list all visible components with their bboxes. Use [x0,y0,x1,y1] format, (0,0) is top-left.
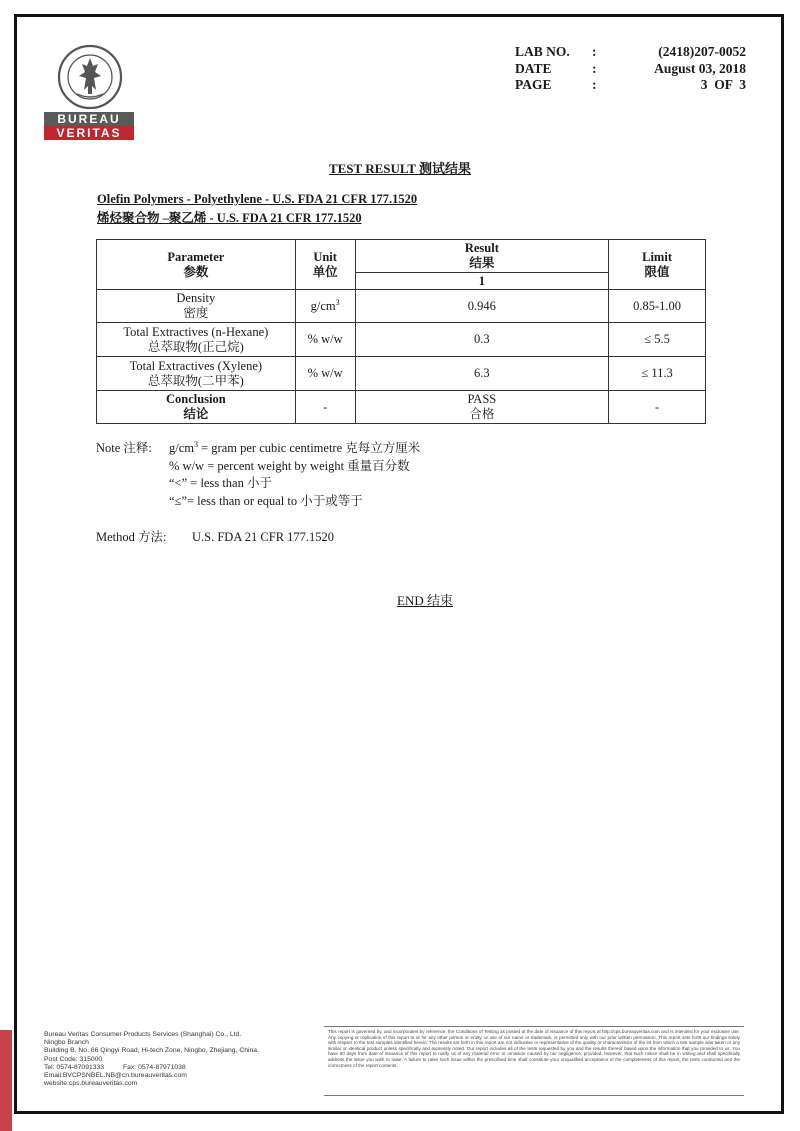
end-text: END 结束 [397,593,453,608]
header-values [620,44,746,94]
footer-address-line: Tel: 0574-87091333 Fax: 0574-87971038 [44,1063,186,1071]
row-parameter-cn: 总萃取物(二甲苯) [147,373,244,388]
note-text: “≤”= less than or equal to 小于或等于 [169,493,363,508]
table-header-row [97,240,706,273]
header-unit-cn: 单位 [312,264,338,279]
page-label: PAGE [515,77,552,92]
row-limit: 0.85-1.00 [609,290,706,323]
row-parameter-en: Density [176,291,216,305]
date-label: DATE [515,60,552,76]
bureau-veritas-seal-icon [57,44,123,110]
header-unit-en: Unit [313,249,337,264]
note-line [96,493,420,511]
conclusion-row [97,391,706,424]
header-labels [515,44,570,94]
table-row [97,357,706,391]
footer-address-line: Email:BVCPSNBEL.NB@cn.bureauveritas.com [44,1072,187,1080]
header-colons [592,44,597,94]
row-unit [295,290,355,323]
subtitle-english: Olefin Polymers - Polyethylene - U.S. FDA 21 CFR 177.1520 [97,192,418,206]
colon: : [592,44,597,59]
row-parameter-cn: 总萃取物(正己烷) [147,339,244,354]
note-text: “<” = less than 小于 [169,476,272,490]
row-parameter-en: Total Extractives (n-Hexane) [123,324,269,339]
method-value: U.S. FDA 21 CFR 177.1520 [192,530,335,544]
table-row [97,290,706,323]
header-parameter-en: Parameter [167,249,225,264]
note-line [96,475,420,493]
row-result: 6.3 [355,357,609,391]
notes-section [96,440,420,510]
lab-no-label: LAB NO. [515,44,570,59]
row-parameter-en: Total Extractives (Xylene) [129,358,263,373]
conclusion-label [97,391,296,424]
end-marker [0,590,800,609]
page-title [0,158,800,177]
conclusion-unit: - [295,391,355,424]
footer-address-line: website:cps.bureauveritas.com [44,1080,138,1088]
row-parameter-cn: 密度 [183,306,209,320]
note-unit-superscript: 3 [194,439,198,449]
row-limit: ≤ 11.3 [609,357,706,391]
conclusion-result [355,391,609,424]
conclusion-result-en: PASS [467,392,497,406]
row-result: 0.3 [355,323,609,357]
header-parameter [97,240,296,290]
header-result [355,240,609,273]
conclusion-limit: - [609,391,706,424]
note-line [96,458,420,476]
row-unit-text: g/cm [310,298,336,313]
row-result: 0.946 [355,290,609,323]
header-result-en: Result [464,241,499,255]
header-result-cn: 结果 [469,256,495,270]
row-limit: ≤ 5.5 [609,323,706,357]
logo-word-bureau: BUREAU [44,112,134,126]
conclusion-result-cn: 合格 [469,407,495,421]
method-label: Method 方法: [96,530,167,544]
logo-word-veritas: VERITAS [44,126,134,140]
note-unit: g/cm [169,441,194,455]
note-text: % w/w = percent weight by weight 重量百分数 [169,458,410,473]
page-edge-stripe [0,1030,12,1131]
header-limit-cn: 限值 [644,264,670,279]
footer-address-line: Building B, No. 66 Qingyi Road, Hi-tech Zone, Ningbo, Zhejiang, China. [44,1047,259,1055]
note-line [96,440,420,458]
document-frame [14,14,784,1114]
footer-address-line: Ningbo Branch [44,1039,89,1047]
conclusion-label-cn: 结论 [183,407,209,421]
note-label: Note 注释: [96,441,152,455]
header-parameter-cn: 参数 [183,264,209,279]
header-unit [295,240,355,290]
header-limit [609,240,706,290]
results-table [96,239,706,424]
row-unit: % w/w [295,323,355,357]
footer-terms: This report is governed by, and incorporates by reference, the Conditions of Testing as posted at the date of issuance of this report at http://cps.bureauveritas.com and is intended for your exclusive use. Any copying or replication of this report to or for any other person or entity, or use of our name or trademark, is permitted only with our prior written permission. This report sets forth our findings solely with respect to the test samples identified herein. The results set forth in this report are not indicative or representative of the quality or characteristics of the lot from which a test sample was taken or any similar or identical product unless specifically and expressly noted. Our report includes all of the tests requested by you and the results thereof based upon the information that you provided to us. You have 60 days from date of issuance of this report to notify us of any material error or omission caused by our negligence, provided, however, that such notice shall be in writing and shall specifically address the issue you wish to raise. A failure to raise such issue within the prescribed time shall constitute your unqualified acceptance of the completeness of this report, the tests conducted and the correctness of the report contents. [324,1026,744,1096]
row-unit: % w/w [295,357,355,391]
row-parameter [97,357,296,391]
row-unit-superscript: 3 [335,297,340,307]
table-row [97,323,706,357]
note-text: = gram per cubic centimetre 克每立方厘米 [198,441,421,455]
page-title-text: TEST RESULT 测试结果 [328,161,472,176]
header-result-number: 1 [355,273,609,290]
footer-address-line: Post Code: 315000 [44,1055,103,1063]
page-value: 3 OF 3 [700,77,746,92]
footer-address-line: Bureau Veritas Consumer Products Services (Shanghai) Co., Ltd. [44,1031,242,1038]
lab-no-value: (2418)207-0052 [658,44,746,59]
colon: : [592,77,597,92]
subtitle-chinese: 烯烃聚合物 –聚乙烯 - U.S. FDA 21 CFR 177.1520 [97,211,362,225]
row-parameter [97,290,296,323]
conclusion-label-en: Conclusion [165,392,226,406]
colon: : [592,60,597,76]
bureau-veritas-logo [44,44,136,140]
method-line [96,527,334,545]
footer-address [44,1031,259,1088]
row-parameter [97,323,296,357]
date-value: August 03, 2018 [654,60,746,76]
header-limit-en: Limit [642,249,672,264]
